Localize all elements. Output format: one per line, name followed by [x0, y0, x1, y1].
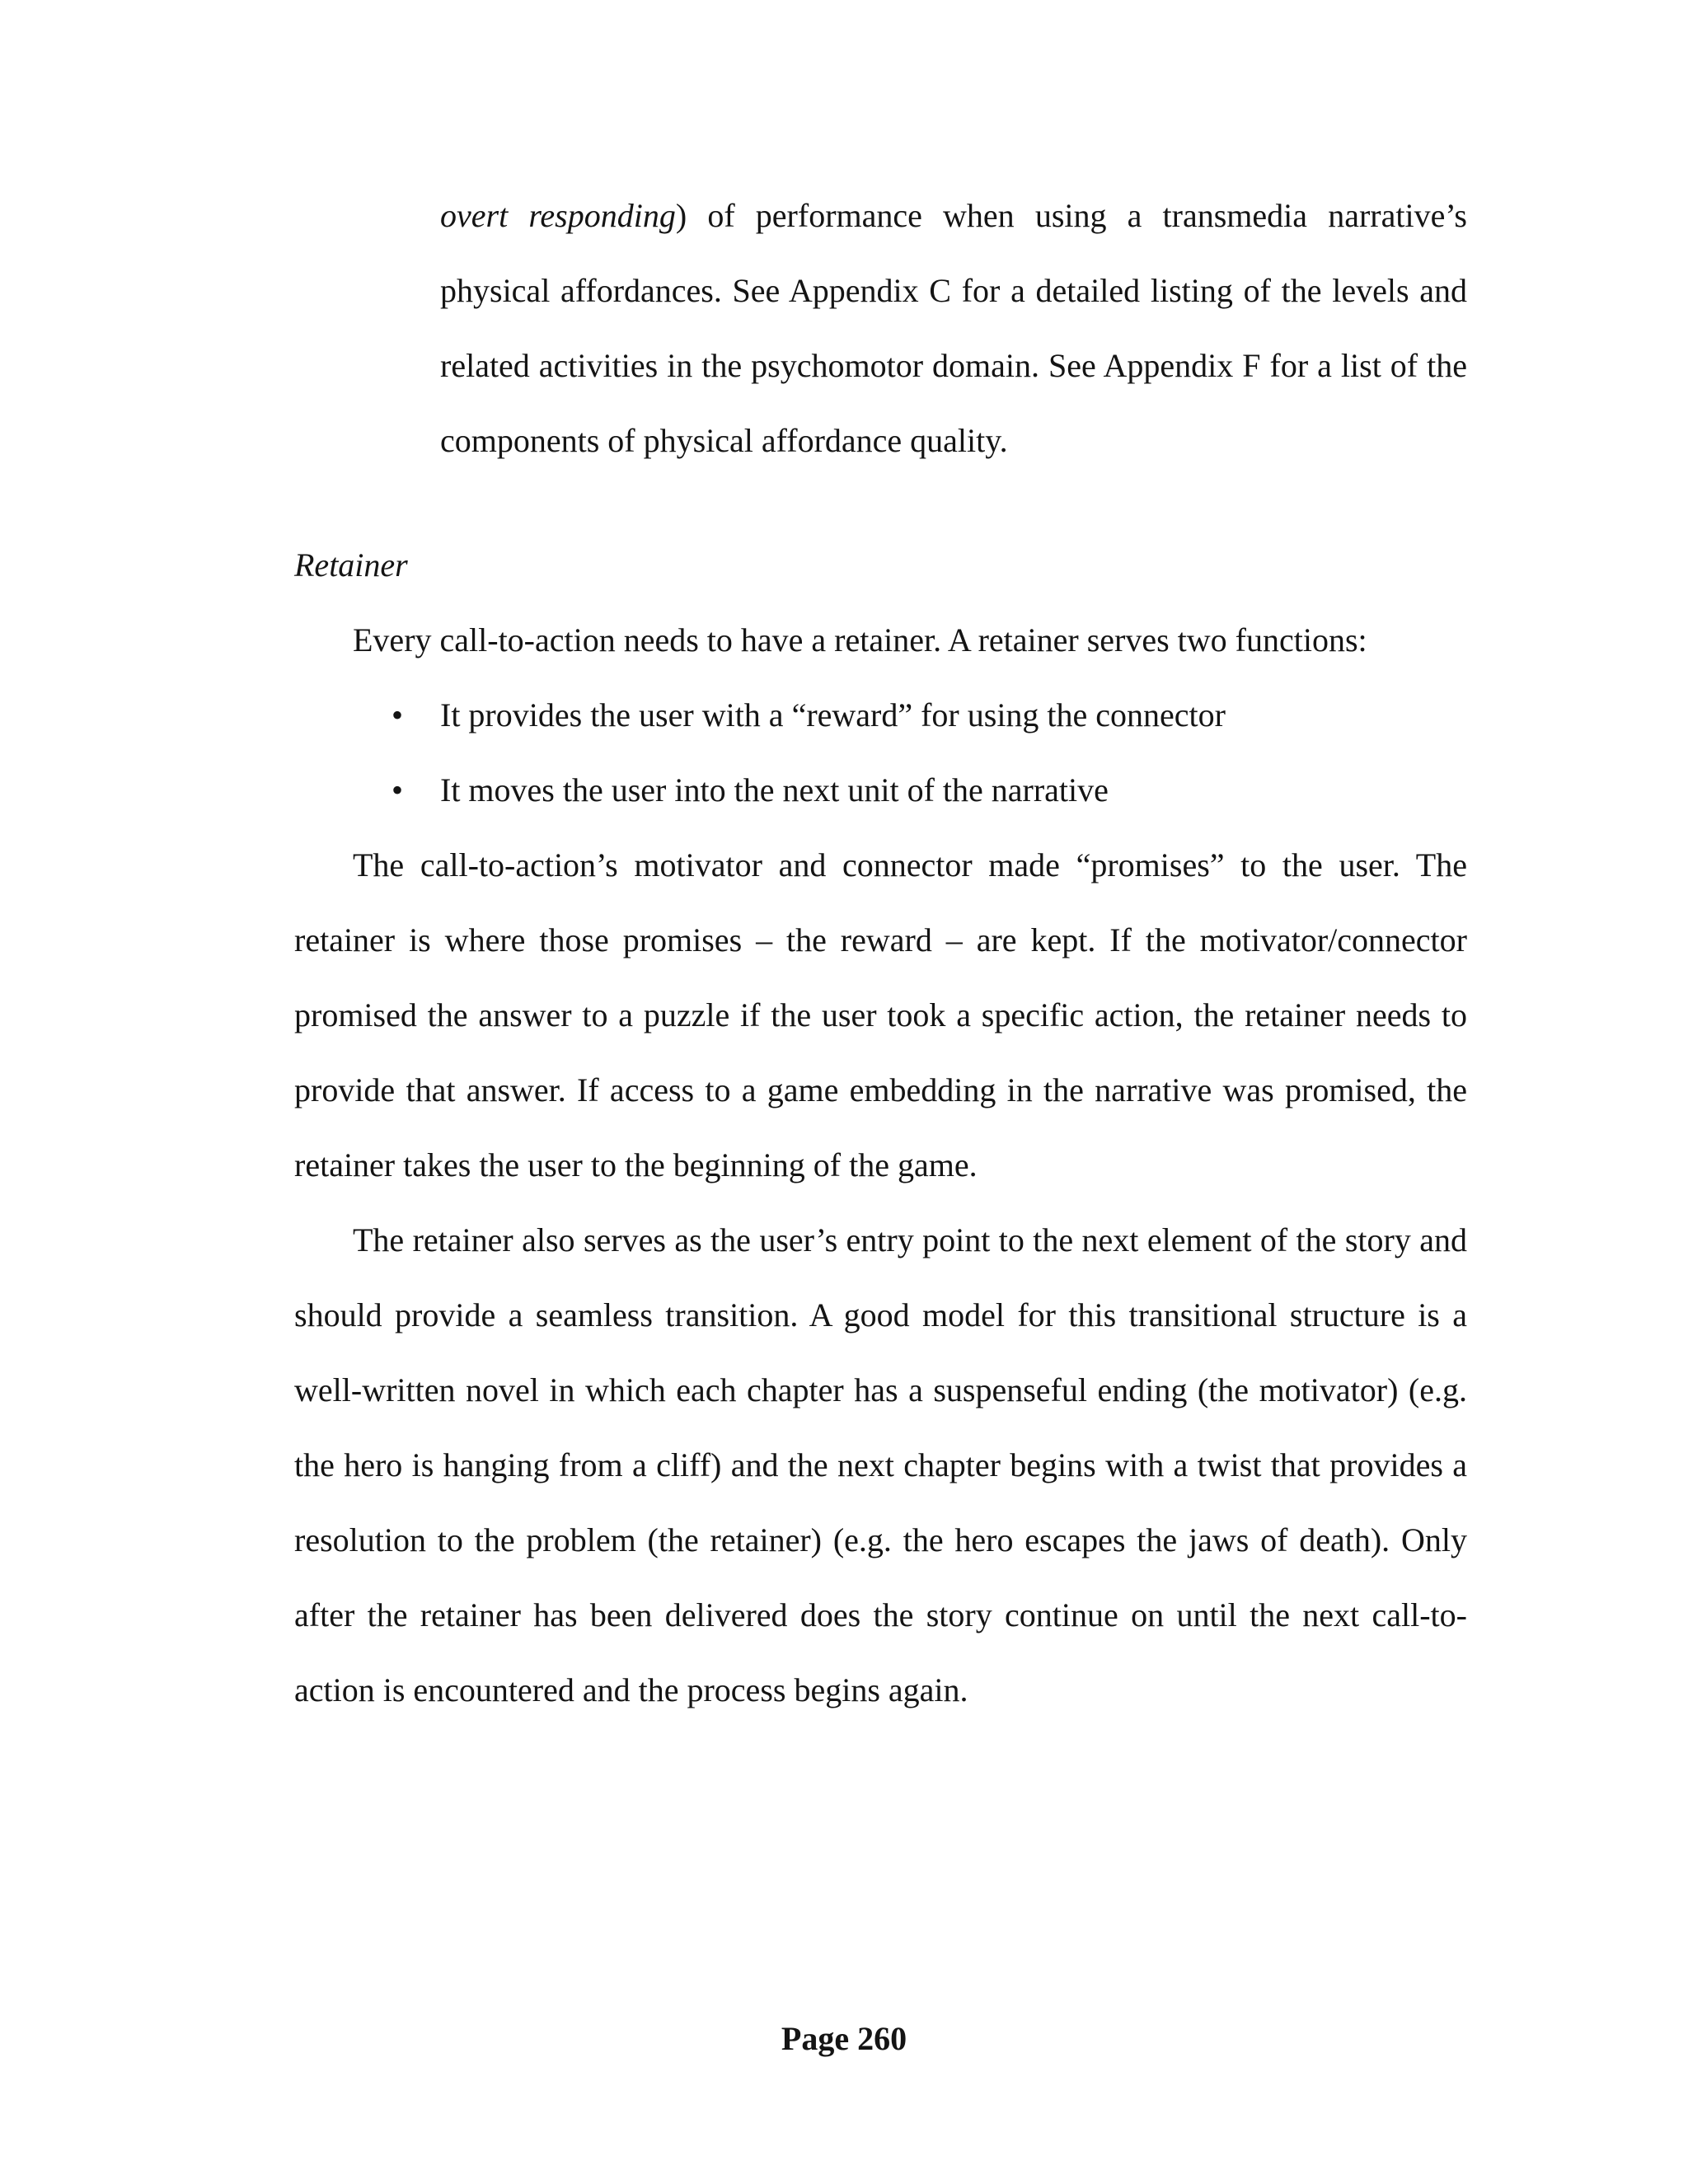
continued-paragraph-text: ) of performance when using a transmedia narrative’s physical affordances. See Appendix C for a detailed listing of the levels and related activities in the psychomotor domain. See Appendix F for a list of the components of physical affordance quality. [440, 197, 1467, 459]
italic-lead-text: overt responding [440, 197, 676, 234]
list-item-text: It provides the user with a “reward” for using the connector [440, 696, 1226, 733]
bullet-list [294, 677, 1467, 827]
body-paragraph: The call-to-action’s motivator and connector made “promises” to the user. The retainer is where those promises – the reward – are kept. If the motivator/connector promised the answer to a puzzle if the user took a specific action, the retainer needs to provide that answer. If access to a game embedding in the narrative was promised, the retainer takes the user to the beginning of the game. [294, 846, 1467, 1183]
bullet-icon: • [392, 696, 404, 733]
bullet-icon: • [392, 771, 404, 808]
continued-paragraph [440, 178, 1467, 478]
section-heading: Retainer [294, 546, 408, 583]
body-paragraph: The retainer also serves as the user’s entry point to the next element of the story and should provide a seamless transition. A good model for this transitional structure is a well-written novel in which each chapter has a suspenseful ending (the motivator) (e.g. the hero is hanging from a cliff) and the next chapter begins with a twist that provides a resolution to the problem (the retainer) (e.g. the hero escapes the jaws of death). Only after the retainer has been delivered does the story continue on until the next call-to-action is encountered and the process begins again. [294, 1221, 1467, 1708]
intro-paragraph: Every call-to-action needs to have a retainer. A retainer serves two functions: [353, 621, 1367, 658]
list-item [294, 752, 1467, 827]
page-number: Page 260 [781, 2020, 907, 2057]
list-item [294, 677, 1467, 752]
list-item-text: It moves the user into the next unit of the narrative [440, 771, 1109, 808]
